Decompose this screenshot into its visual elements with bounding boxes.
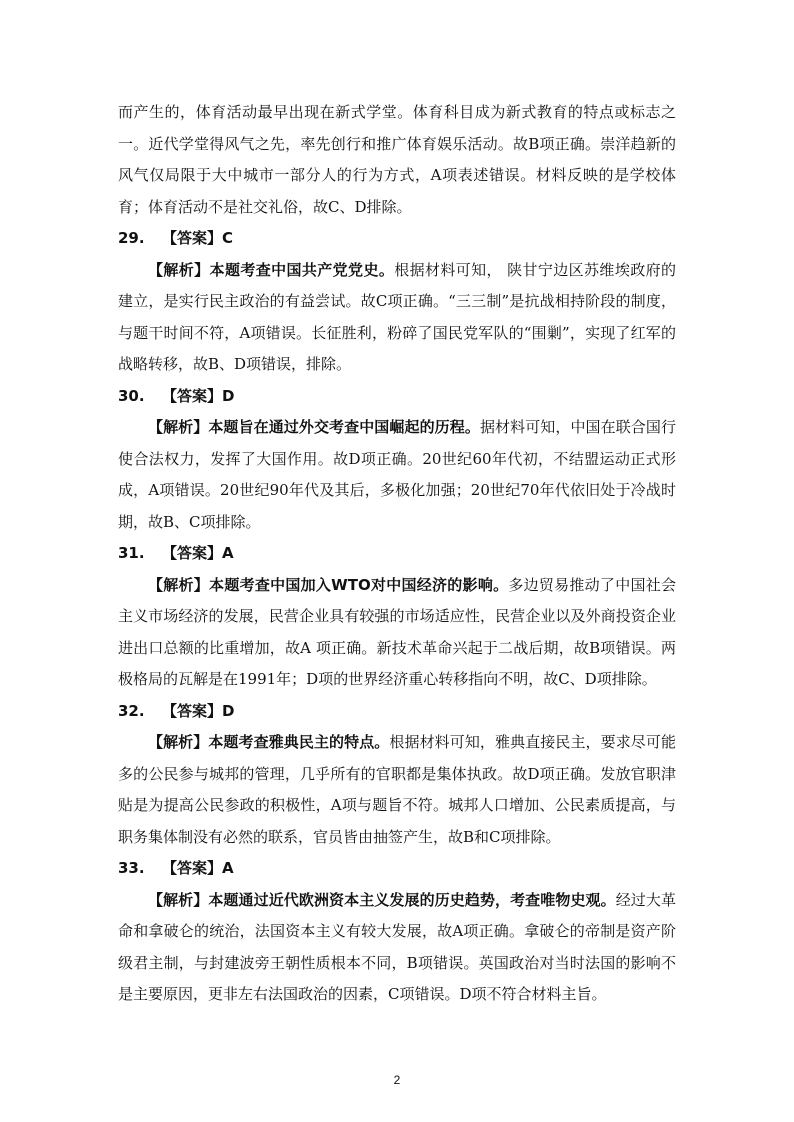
explanation (118, 255, 676, 381)
answer-text: 【答案】A (162, 544, 234, 562)
answer-line (118, 696, 676, 728)
explanation (118, 412, 676, 538)
explanation-body: 根据材料可知， 陕甘宁边区苏维埃政府的建立，是实行民主政治的有益尝试。故C项正确。“三三制”是抗战相持阶段的制度，与题干时间不符，A项错误。长征胜利，粉碎了国民党军队的“围剿”，实现了红军的战略转移，故B、D项错误，排除。 (118, 260, 676, 373)
explanation (118, 885, 676, 1011)
answer-line (118, 223, 676, 255)
explanation-body: 根据材料可知，雅典直接民主，要求尽可能多的公民参与城邦的管理，几乎所有的官职都是集体执政。故D项正确。发放官职津贴是为提高公民参政的积极性，A项与题旨不符。城邦人口增加、公民素质提高，与职务集体制没有必然的联系，官员皆由抽签产生，故B和C项排除。 (118, 733, 676, 846)
explanation-body: 据材料可知，中国在联合国行使合法权力，发挥了大国作用。故D项正确。20世纪60年代初，不结盟运动正式形成，A项错误。20世纪90年代及其后，多极化加强；20世纪70年代依旧处于冷战时期，故B、C项排除。 (118, 418, 676, 531)
answer-item-33 (118, 853, 676, 1011)
question-number: 29. (118, 229, 145, 247)
question-number: 31. (118, 544, 145, 562)
explanation-lead: 【解析】本题旨在通过外交考查中国崛起的历程。 (148, 418, 480, 436)
intro-paragraph: 而产生的，体育活动最早出现在新式学堂。体育科目成为新式教育的特点或标志之一。近代学堂得风气之先，率先创行和推广体育娱乐活动。故B项正确。崇洋趋新的风气仅局限于大中城市一部分人的行为方式，A项表述错误。材料反映的是学校体育；体育活动不是社交礼俗，故C、D排除。 (118, 103, 676, 216)
explanation-body: 多边贸易推动了中国社会主义市场经济的发展，民营企业具有较强的市场适应性，民营企业以及外商投资企业进出口总额的比重增加，故A 项正确。新技术革命兴起于二战后期，故B项错误。两极格局的瓦解是在1991年；D项的世界经济重心转移指向不明，故C、D项排除。 (118, 575, 676, 688)
answer-text: 【答案】D (162, 386, 235, 405)
answer-text: 【答案】D (162, 701, 235, 720)
explanation (118, 570, 676, 696)
page-content (118, 97, 676, 1011)
answer-item-32 (118, 696, 676, 854)
explanation (118, 727, 676, 853)
explanation-lead: 【解析】本题考查中国共产党党史。 (148, 260, 395, 279)
answer-line (118, 538, 676, 570)
answer-text: 【答案】C (162, 229, 234, 247)
page-number: 2 (393, 1073, 401, 1087)
explanation-lead: 【解析】本题考查雅典民主的特点。 (148, 733, 390, 751)
answer-item-30 (118, 381, 676, 539)
answer-item-29 (118, 223, 676, 381)
answer-text: 【答案】A (162, 859, 234, 877)
question-number: 33. (118, 859, 145, 877)
answer-item-31 (118, 538, 676, 696)
answer-line (118, 381, 676, 413)
question-number: 30. (118, 386, 145, 405)
explanation-body: 经过大革命和拿破仑的统治，法国资本主义有较大发展，故A项正确。拿破仑的帝制是资产阶级君主制，与封建波旁王朝性质根本不同，B项错误。英国政治对当时法国的影响不是主要原因，更非左右法国政治的因素，C项错误。D项不符合材料主旨。 (118, 890, 676, 1003)
explanation-lead: 【解析】本题考查中国加入WTO对中国经济的影响。 (148, 575, 509, 594)
explanation-lead: 【解析】本题通过近代欧洲资本主义发展的历史趋势，考查唯物史观。 (148, 890, 616, 909)
answer-line (118, 853, 676, 885)
question-number: 32. (118, 701, 145, 720)
